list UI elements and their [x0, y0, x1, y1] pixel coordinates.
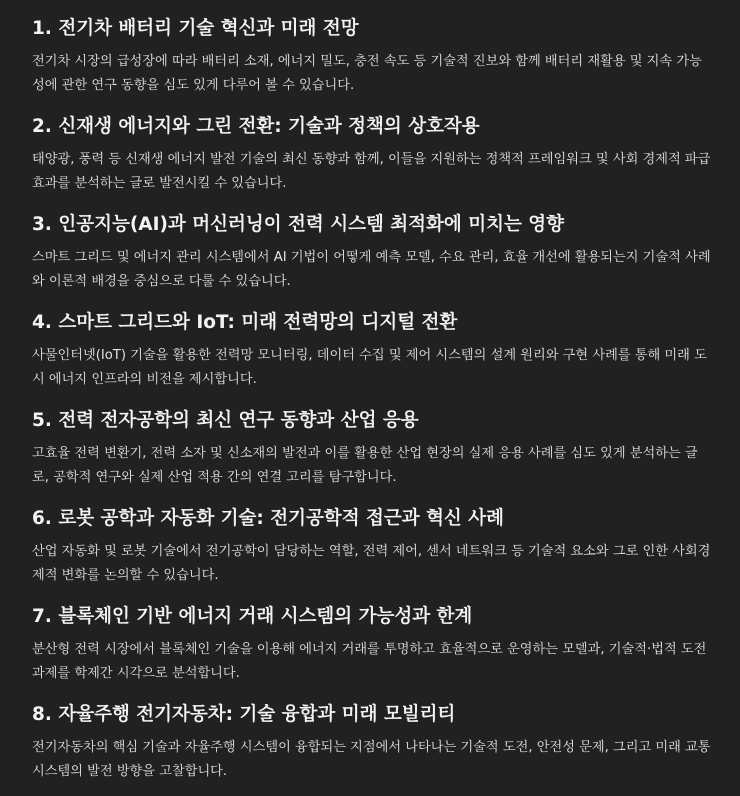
section-5	[32, 404, 712, 502]
section-heading: 6. 로봇 공학과 자동화 기술: 전기공학적 접근과 혁신 사례	[32, 508, 504, 529]
section-heading: 3. 인공지능(AI)과 머신러닝이 전력 시스템 최적화에 미치는 영향	[32, 214, 565, 235]
section-body: 전기차 시장의 급성장에 따라 배터리 소재, 에너지 밀도, 충전 속도 등 기술적 진보와 함께 배터리 재활용 및 지속 가능성에 관한 연구 동향을 심도 있게 다루어 볼 수 있습니다.	[32, 54, 702, 93]
section-7	[32, 600, 712, 698]
section-heading: 7. 블록체인 기반 에너지 거래 시스템의 가능성과 한계	[32, 606, 473, 627]
section-body: 전기자동차의 핵심 기술과 자율주행 시스템이 융합되는 지점에서 나타나는 기술적 도전, 안전성 문제, 그리고 미래 교통 시스템의 발전 방향을 고찰합니다.	[32, 740, 711, 779]
section-heading: 4. 스마트 그리드와 IoT: 미래 전력망의 디지털 전환	[32, 312, 458, 333]
section-3	[32, 208, 712, 306]
section-heading: 1. 전기차 배터리 기술 혁신과 미래 전망	[32, 18, 359, 39]
section-body: 분산형 전력 시장에서 블록체인 기술을 이용해 에너지 거래를 투명하고 효율적으로 운영하는 모델과, 기술적·법적 도전 과제를 학제간 시각으로 분석합니다.	[32, 642, 707, 681]
section-heading: 8. 자율주행 전기자동차: 기술 융합과 미래 모빌리티	[32, 704, 456, 725]
section-heading: 5. 전력 전자공학의 최신 연구 동향과 산업 응용	[32, 410, 419, 431]
section-4	[32, 306, 712, 404]
section-6	[32, 502, 712, 600]
section-body: 태양광, 풍력 등 신재생 에너지 발전 기술의 최신 동향과 함께, 이들을 지원하는 정책적 프레임워크 및 사회 경제적 파급 효과를 분석하는 글로 발전시킬 수 있습니다.	[32, 152, 711, 191]
section-2	[32, 110, 712, 208]
section-8	[32, 698, 712, 796]
message-content	[32, 12, 712, 796]
section-body: 고효율 전력 변환기, 전력 소자 및 신소재의 발전과 이를 활용한 산업 현장의 실제 응용 사례를 심도 있게 분석하는 글로, 공학적 연구와 실제 산업 적용 간의 연결 고리를 탐구합니다.	[32, 446, 698, 485]
section-body: 스마트 그리드 및 에너지 관리 시스템에서 AI 기법이 어떻게 예측 모델, 수요 관리, 효율 개선에 활용되는지 기술적 사례와 이론적 배경을 중심으로 다룰 수 있습니다.	[32, 250, 711, 289]
section-body: 산업 자동화 및 로봇 기술에서 전기공학이 담당하는 역할, 전력 제어, 센서 네트워크 등 기술적 요소와 그로 인한 사회경제적 변화를 논의할 수 있습니다.	[32, 544, 711, 583]
section-heading: 2. 신재생 에너지와 그린 전환: 기술과 정책의 상호작용	[32, 116, 480, 137]
section-1	[32, 12, 712, 110]
section-body: 사물인터넷(IoT) 기술을 활용한 전력망 모니터링, 데이터 수집 및 제어 시스템의 설계 원리와 구현 사례를 통해 미래 도시 에너지 인프라의 비전을 제시합니다.	[32, 348, 707, 387]
